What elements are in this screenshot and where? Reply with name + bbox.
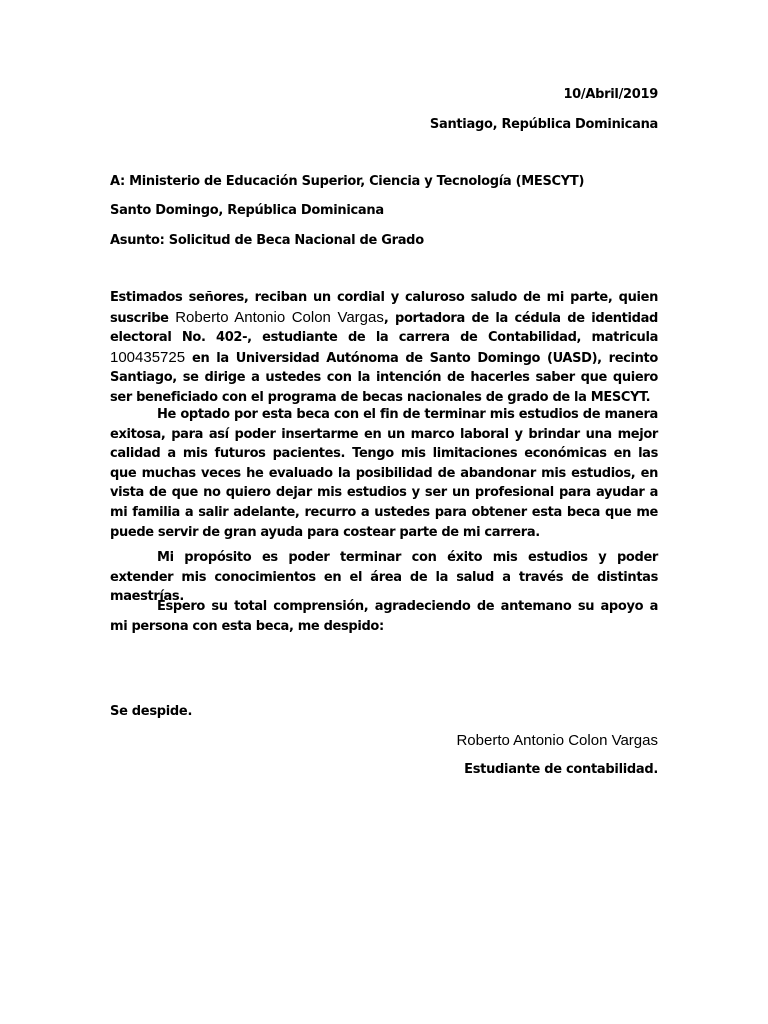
farewell: Se despide. — [110, 704, 193, 719]
p1-intro: Estimados señores, reciban un cordial y caluroso saludo de mi parte, quien suscribe — [110, 290, 658, 326]
p1-end: en la Universidad Autónoma de Santo Domingo (UASD), recinto Santiago, se dirige a ustedes con la intención de hacerles saber que quiero ser beneficiado con el programa de becas nacionales de grado de la MESCYT. — [110, 350, 658, 405]
p1-middle: , portadora de la cédula de identidad electoral No. 402-, estudiante de la carrera de Contabilidad, matricula — [110, 310, 658, 346]
letter-place: Santiago, República Dominicana — [429, 117, 658, 132]
p2-text: He optado por esta beca con el fin de terminar mis estudios de manera exitosa, para así poder insertarme en un marco laboral y brindar una mejor calidad a mis futuros pacientes. Tengo mis limitaciones económicas en las que muchas veces he evaluado la posibilidad de abandonar mis estudios, en vista de que no quiero dejar mis estudios y ser un profesional para ayudar a mi familia a salir adelante, recurro a ustedes para obtener esta beca que me puede servir de gran ayuda para costear parte de mi carrera. — [110, 407, 658, 540]
p3-text: Mi propósito es poder terminar con éxito mis estudios y poder extender mis conocimientos en el área de la salud a través de distintas maestrías. — [110, 550, 658, 605]
paragraph-1 — [110, 288, 658, 408]
p4-text: Espero su total comprensión, agradeciendo de antemano su apoyo a mi persona con esta beca, me despido: — [110, 599, 658, 634]
paragraph-2 — [110, 405, 658, 542]
letter-date: 10/Abril/2019 — [563, 87, 658, 102]
recipient-city: Santo Domingo, República Dominicana — [110, 203, 384, 218]
paragraph-4 — [110, 597, 658, 636]
matricula-number: 100435725 — [110, 348, 186, 366]
recipient-line: A: Ministerio de Educación Superior, Ciencia y Tecnología (MESCYT) — [110, 174, 585, 189]
letter-subject: Asunto: Solicitud de Beca Nacional de Grado — [110, 233, 424, 248]
signer-name: Roberto Antonio Colon Vargas — [456, 732, 658, 749]
applicant-name: Roberto Antonio Colon Vargas — [175, 308, 384, 326]
signer-title: Estudiante de contabilidad. — [464, 762, 658, 777]
